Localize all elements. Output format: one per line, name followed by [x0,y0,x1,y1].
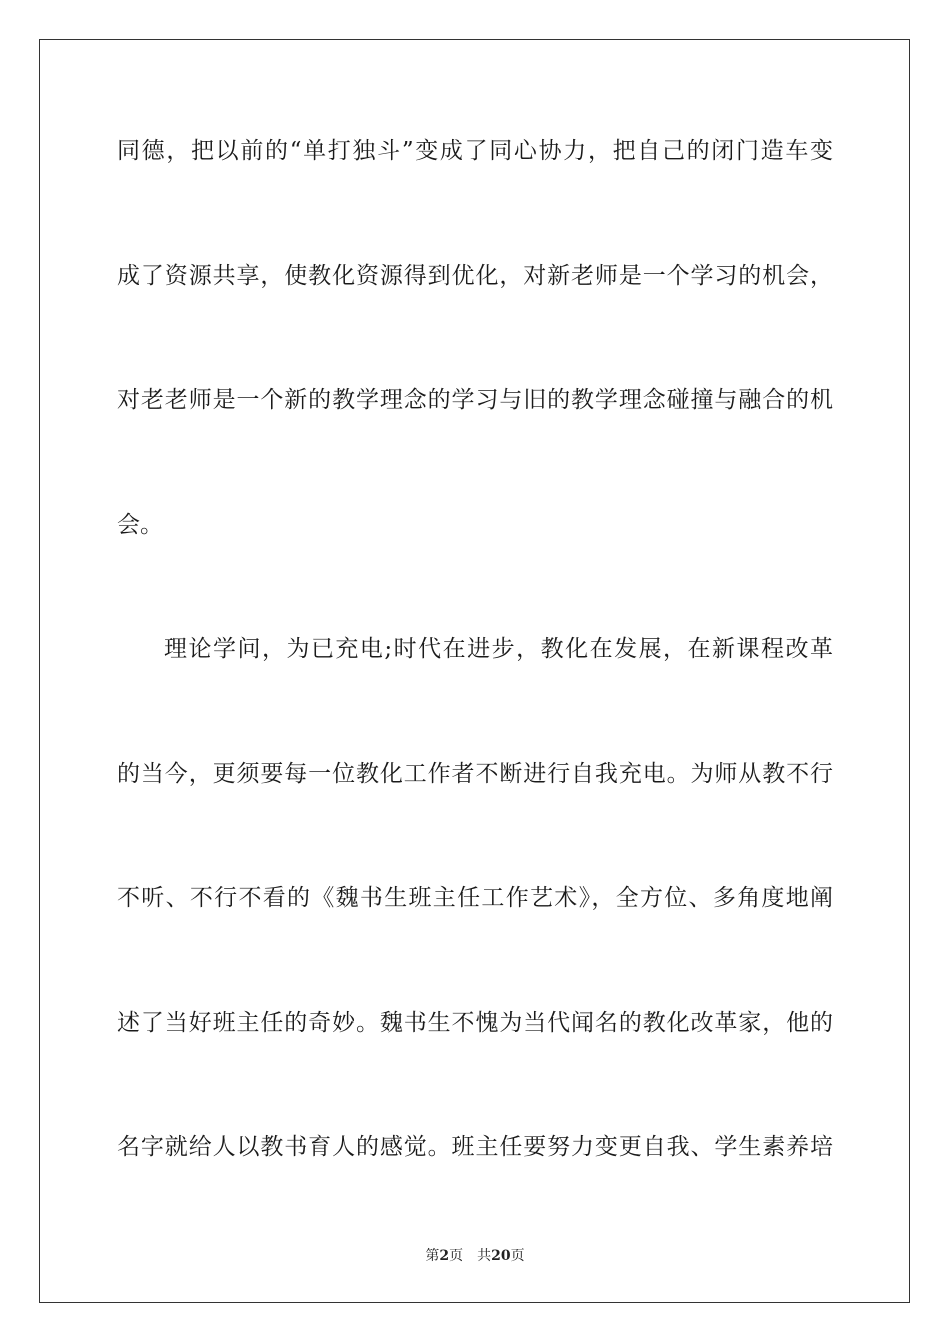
text-line: 不听、不行不看的《魏书生班主任工作艺术》，全方位、多角度地阐 [117,885,833,911]
text-line: 同德，把以前的“单打独斗”变成了同心协力，把自己的闭门造车变 [117,138,833,164]
paragraph-first-line: 理论学问，为已充电;时代在进步，教化在发展，在新课程改革 [164,636,833,662]
text-line: 述了当好班主任的奇妙。魏书生不愧为当代闻名的教化改革家，他的 [117,1010,833,1036]
text-line: 的当今，更须要每一位教化工作者不断进行自我充电。为师从教不行 [117,761,833,787]
page-number: 2 [439,1248,450,1264]
page-prefix: 第 [425,1248,440,1264]
total-prefix: 共 [477,1248,492,1264]
text-line: 名字就给人以教书育人的感觉。班主任要努力变更自我、学生素养培 [117,1134,833,1160]
page-footer [0,1245,950,1265]
total-pages: 20 [491,1248,511,1264]
text-line: 对老老师是一个新的教学理念的学习与旧的教学理念碰撞与融合的机 [117,387,833,413]
page-suffix: 页 [449,1248,464,1264]
page-border [39,39,910,1303]
total-suffix: 页 [510,1248,525,1264]
text-line: 会。 [117,512,163,538]
text-line: 成了资源共享，使教化资源得到优化，对新老师是一个学习的机会， [117,263,833,289]
